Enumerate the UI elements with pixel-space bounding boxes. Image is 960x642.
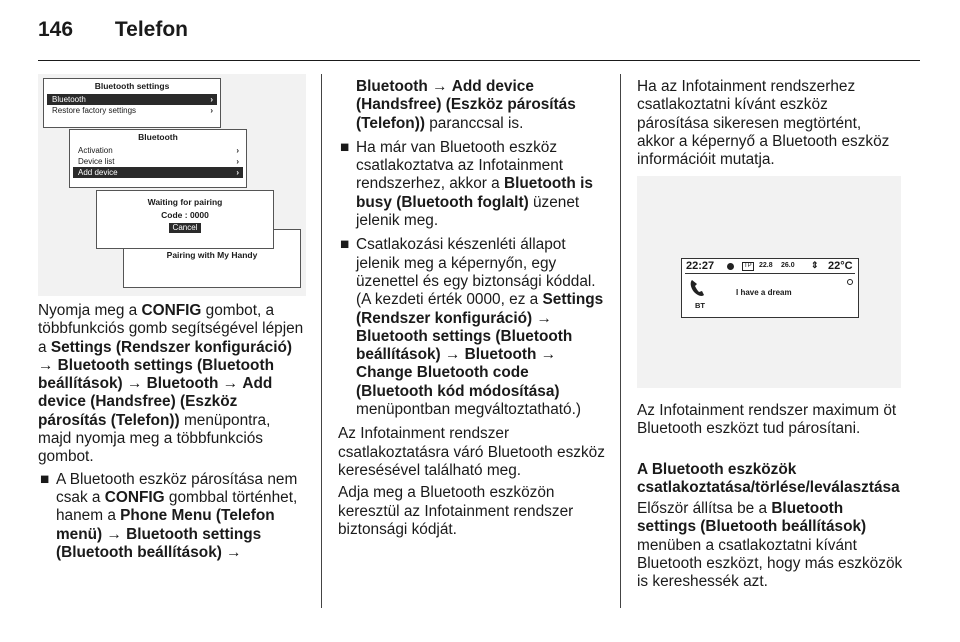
column-divider-2	[620, 74, 621, 608]
cancel-button: Cancel	[169, 223, 201, 233]
pairing-code: Code : 0000	[161, 210, 209, 220]
menu-row-add-device	[73, 167, 243, 178]
paragraph: Az Infotainment rendszer csatlakoztatásra váró Bluetooth eszköz keresésével található meg.	[338, 425, 605, 479]
waiting-for-pairing-screen	[96, 190, 274, 249]
status-value: 26.0	[781, 262, 795, 269]
page-header	[38, 18, 188, 42]
bluetooth-screen	[69, 129, 247, 188]
bt-label: BT	[695, 301, 705, 310]
menu-row-label: Bluetooth	[52, 95, 86, 104]
chevron-right-icon: ›	[236, 157, 239, 166]
phone-handset-icon	[689, 278, 707, 298]
tp-icon: TP	[744, 263, 752, 269]
menu-row-label: Add device	[78, 168, 118, 177]
bluetooth-menu-figure	[38, 74, 306, 296]
bullet-continuation: Bluetooth → Add device (Handsfree) (Eszköz párosítás (Telefon)) paranccsal is.	[356, 78, 576, 132]
menu-row-label: Restore factory settings	[52, 106, 137, 115]
now-playing-title: I have a dream	[736, 288, 792, 297]
chevron-right-icon: ›	[210, 95, 213, 104]
chevron-right-icon: ›	[236, 146, 239, 155]
radio-icon	[727, 263, 734, 270]
screen-title: Bluetooth settings	[94, 81, 170, 91]
bullet-icon: ■	[40, 470, 50, 488]
column-2	[338, 78, 606, 543]
menu-row-restore	[47, 105, 217, 116]
status-bar	[685, 261, 855, 274]
column-divider-1	[321, 74, 322, 608]
bullet-item: ■ Ha már van Bluetooth eszköz csatlakoztatva az Infotainment rendszerhez, akkor a Bluetooth is busy (Bluetooth foglalt) üzenet jelenik meg.	[340, 138, 593, 230]
infotainment-display	[681, 258, 859, 318]
air-distribution-icon: ⇕	[811, 260, 819, 270]
paragraph: Először állítsa be a Bluetooth settings (Bluetooth beállítások) menüben a csatlakoztatni kívánt Bluetooth eszközt, hogy más eszközök is kereshessék azt.	[637, 500, 903, 591]
column-1	[38, 302, 306, 566]
chevron-right-icon: ›	[210, 106, 213, 115]
screen-title: Pairing with My Handy	[166, 250, 258, 260]
column-3-lower	[637, 402, 903, 596]
status-value: 22.8	[759, 262, 773, 269]
header-rule	[38, 60, 920, 61]
pairing-status: Waiting for pairing	[147, 197, 223, 207]
menu-row-bluetooth	[47, 94, 217, 105]
menu-row-activation	[73, 145, 243, 156]
paragraph: Nyomja meg a CONFIG gombot, a többfunkciós gomb segítségével lépjen a Settings (Rendszer konfiguráció) → Bluetooth settings (Bluetooth beállítások) → Bluetooth → Add device (Handsfree) (Eszköz párosítás (Telefon)) menüpontra, majd nyomja meg a többfunkciós gombot.	[38, 302, 304, 466]
paragraph: Az Infotainment rendszer maximum öt Bluetooth eszközt tud párosítani.	[637, 402, 897, 438]
menu-row-label: Activation	[78, 146, 113, 155]
page-number: 146	[38, 18, 74, 41]
bullet-icon: ■	[340, 138, 350, 156]
paragraph: Ha az Infotainment rendszerhez csatlakoztatni kívánt eszköz párosítása sikeresen megtörtént, akkor a képernyő a Bluetooth eszköz információit mutatja.	[637, 78, 890, 169]
bullet-icon: ■	[340, 236, 350, 254]
bluetooth-settings-screen	[43, 78, 221, 128]
column-3	[637, 78, 903, 173]
section-title: Telefon	[114, 18, 189, 41]
chevron-right-icon: ›	[236, 168, 239, 177]
infotainment-display-figure	[637, 176, 901, 388]
screen-title: Bluetooth	[138, 132, 178, 142]
section-heading: A Bluetooth eszközök csatlakoztatása/törlése/leválasztása	[637, 460, 900, 496]
menu-row-label: Device list	[78, 157, 115, 166]
bullet-item: ■ Csatlakozási készenléti állapot jelenik meg a képernyőn, egy üzenettel és egy biztonsági kóddal. (A kezdeti érték 0000, ez a Settings (Rendszer konfiguráció) → Bluetooth settings (Bluetooth beállítások) → Bluetooth → Change Bluetooth code (Bluetooth kód módosítása) menüpontban megváltoztatható.)	[340, 236, 604, 419]
indicator-icon	[847, 279, 853, 285]
paragraph: Adja meg a Bluetooth eszközön keresztül az Infotainment rendszer biztonsági kódját.	[338, 484, 574, 538]
clock: 22:27	[686, 260, 715, 272]
bullet-item: ■ A Bluetooth eszköz párosítása nem csak a CONFIG gombbal történhet, hanem a Phone Menu (Telefon menü) → Bluetooth settings (Bluetooth beállítások) →	[40, 470, 298, 561]
temperature: 22°C	[828, 260, 853, 272]
menu-row-device-list	[73, 156, 243, 167]
